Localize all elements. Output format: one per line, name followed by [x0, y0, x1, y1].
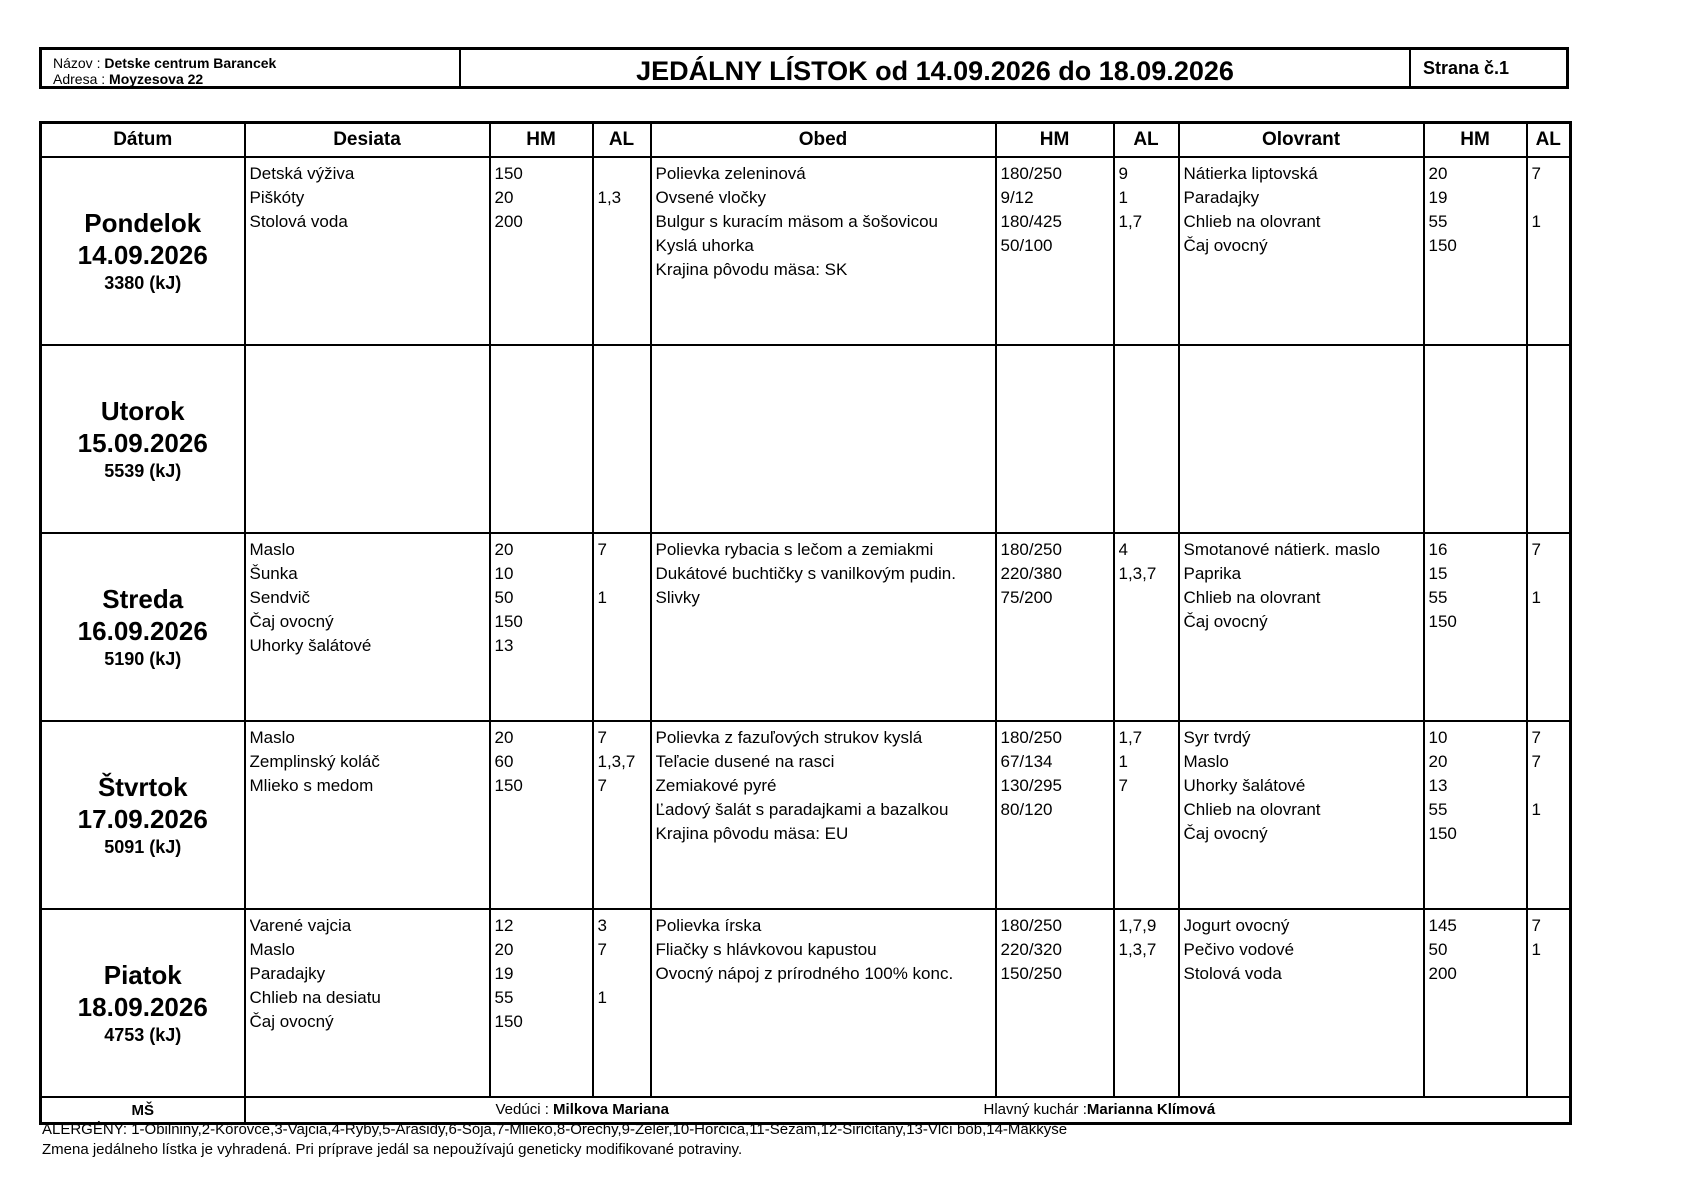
menu-item: Dukátové buchtičky s vanilkovým pudin. — [655, 564, 956, 583]
al-value: 7 — [1531, 728, 1541, 747]
hm-value: 150 — [1428, 824, 1457, 843]
hm-value: 16 — [1428, 540, 1448, 559]
obed-al — [1114, 345, 1179, 533]
al-value: 1 — [1531, 212, 1541, 231]
menu-item: Pečivo vodové — [1183, 940, 1295, 959]
menu-item: Maslo — [249, 540, 295, 559]
hm-value: 20 — [1428, 164, 1448, 183]
al-value — [598, 562, 650, 586]
day-cell — [41, 909, 245, 1097]
manager-label: Vedúci : — [495, 1101, 549, 1118]
hm-value: 80/120 — [1000, 800, 1053, 819]
al-value: 7 — [597, 776, 607, 795]
obed-hm — [996, 909, 1114, 1097]
obed-items — [651, 909, 996, 1097]
menu-item: Paradajky — [249, 964, 326, 983]
al-value — [1532, 562, 1570, 586]
facility-address-label: Adresa : — [53, 71, 106, 87]
hm-value: 20 — [494, 728, 514, 747]
olovrant-hm — [1424, 157, 1527, 345]
hm-value — [1001, 822, 1113, 846]
al-value — [598, 1010, 650, 1034]
olovrant-al — [1527, 909, 1571, 1097]
menu-item: Jogurt ovocný — [1183, 916, 1290, 935]
day-kj: 5190 (kJ) — [104, 649, 182, 669]
al-value — [1532, 822, 1570, 846]
menu-item: Maslo — [249, 728, 295, 747]
menu-item: Uhorky šalátové — [1183, 776, 1306, 795]
al-value: 7 — [1531, 752, 1541, 771]
day-row — [41, 909, 1571, 1097]
desiata-al — [593, 909, 651, 1097]
hm-value: 60 — [494, 752, 514, 771]
olovrant-al — [1527, 721, 1571, 909]
hm-value: 55 — [494, 988, 514, 1007]
hm-value: 50 — [1428, 940, 1448, 959]
day-name: Piatok — [103, 960, 182, 990]
hm-value: 15 — [1428, 564, 1448, 583]
obed-al — [1114, 909, 1179, 1097]
facility-address-row — [53, 71, 203, 87]
al-value: 1,7 — [1118, 212, 1143, 231]
col-header-desiata: Desiata — [245, 123, 490, 158]
al-value: 7 — [1531, 916, 1541, 935]
olovrant-al — [1527, 345, 1571, 533]
desiata-items — [245, 157, 490, 345]
obed-items — [651, 721, 996, 909]
al-value — [598, 162, 650, 186]
menu-item: Nátierka liptovská — [1183, 164, 1318, 183]
col-header-hm: HM — [490, 123, 593, 158]
desiata-al — [593, 721, 651, 909]
olovrant-items — [1179, 721, 1424, 909]
col-header-al: AL — [1527, 123, 1571, 158]
manager — [496, 1101, 669, 1118]
col-header-hm: HM — [1424, 123, 1527, 158]
hm-value: 150 — [1428, 612, 1457, 631]
manager-name: Milkova Mariana — [553, 1101, 669, 1118]
col-header-al: AL — [1114, 123, 1179, 158]
desiata-hm — [490, 721, 593, 909]
menu-item: Čaj ovocný — [1183, 824, 1268, 843]
al-value: 7 — [1531, 540, 1541, 559]
menu-table — [39, 121, 1572, 1125]
hm-value: 200 — [1428, 964, 1457, 983]
hm-value: 150 — [1428, 236, 1457, 255]
menu-item: Čaj ovocný — [1183, 236, 1268, 255]
menu-item: Uhorky šalátové — [249, 636, 372, 655]
olovrant-al — [1527, 157, 1571, 345]
hm-value: 150 — [494, 776, 523, 795]
al-value: 4 — [1118, 540, 1128, 559]
hm-value: 150 — [494, 164, 523, 183]
hm-value: 50 — [494, 588, 514, 607]
desiata-hm — [490, 909, 593, 1097]
hm-value: 20 — [494, 540, 514, 559]
al-value: 9 — [1118, 164, 1128, 183]
hm-value: 220/380 — [1000, 564, 1062, 583]
al-value: 1 — [1118, 752, 1128, 771]
al-value: 1,3,7 — [1118, 940, 1157, 959]
al-value: 1,3,7 — [1118, 564, 1157, 583]
hm-value: 200 — [494, 212, 523, 231]
col-header-al: AL — [593, 123, 651, 158]
day-cell — [41, 345, 245, 533]
menu-item: Stolová voda — [1183, 964, 1282, 983]
al-value: 1,3 — [597, 188, 622, 207]
menu-item: Kyslá uhorka — [655, 236, 754, 255]
day-kj: 3380 (kJ) — [104, 273, 182, 293]
menu-item: Fliačky s hlávkovou kapustou — [655, 940, 877, 959]
olovrant-items — [1179, 345, 1424, 533]
olovrant-hm — [1424, 533, 1527, 721]
hm-value: 75/200 — [1000, 588, 1053, 607]
hm-value: 55 — [1428, 800, 1448, 819]
al-value — [598, 634, 650, 658]
menu-header-row — [41, 123, 1571, 158]
hm-value: 19 — [494, 964, 514, 983]
day-name: Utorok — [100, 396, 185, 426]
notes — [42, 1120, 1067, 1160]
al-value — [1532, 774, 1570, 798]
al-value — [1532, 610, 1570, 634]
hm-value: 180/250 — [1000, 540, 1062, 559]
hm-value: 180/425 — [1000, 212, 1062, 231]
day-name: Pondelok — [84, 208, 202, 238]
hm-value: 180/250 — [1000, 728, 1062, 747]
obed-al — [1114, 157, 1179, 345]
al-value: 7 — [597, 940, 607, 959]
hm-value: 180/250 — [1000, 916, 1062, 935]
menu-item: Polievka z fazuľových strukov kyslá — [655, 728, 923, 747]
menu-item: Detská výživa — [249, 164, 355, 183]
al-value: 1 — [597, 988, 607, 1007]
menu-item: Chlieb na olovrant — [1183, 588, 1321, 607]
day-date: 15.09.2026 — [77, 428, 208, 458]
menu-item: Chlieb na desiatu — [249, 988, 381, 1007]
facility-name: Detske centrum Barancek — [104, 55, 277, 71]
al-value: 1,7,9 — [1118, 916, 1157, 935]
al-value — [1119, 258, 1178, 282]
menu-item: Čaj ovocný — [249, 1012, 334, 1031]
facility-info — [42, 50, 461, 86]
olovrant-items — [1179, 533, 1424, 721]
olovrant-items — [1179, 909, 1424, 1097]
hm-value: 150 — [494, 1012, 523, 1031]
menu-item: Teľacie dusené na rasci — [655, 752, 835, 771]
desiata-items — [245, 533, 490, 721]
hm-value: 20 — [494, 940, 514, 959]
desiata-al — [593, 533, 651, 721]
menu-item: Polievka rybacia s lečom a zemiakmi — [655, 540, 934, 559]
menu-item: Maslo — [1183, 752, 1229, 771]
col-header-olovrant: Olovrant — [1179, 123, 1424, 158]
day-name: Streda — [102, 584, 184, 614]
desiata-items — [245, 345, 490, 533]
day-kj: 5539 (kJ) — [104, 461, 182, 481]
hm-value: 19 — [1428, 188, 1448, 207]
hm-value: 20 — [1428, 752, 1448, 771]
al-value: 1 — [1531, 588, 1541, 607]
hm-value: 150/250 — [1000, 964, 1062, 983]
al-value: 1 — [1118, 188, 1128, 207]
page-number: Strana č.1 — [1423, 58, 1510, 78]
menu-item: Maslo — [249, 940, 295, 959]
obed-hm — [996, 721, 1114, 909]
day-kj: 5091 (kJ) — [104, 837, 182, 857]
al-value — [598, 610, 650, 634]
al-value: 7 — [597, 728, 607, 747]
al-value — [598, 962, 650, 986]
allergen-legend: ALERGÉNY: 1-Obilniny,2-Kôrovce,3-Vajcia,4-Ryby,5-Arašidy,6-Sója,7-Mlieko,8-Orechy,9-Zelér,10-Horčica,11-Sézam,12-Siričitany,13-Vlčí bôb,14-Mäkkýše — [42, 1121, 1068, 1138]
olovrant-al — [1527, 533, 1571, 721]
menu-item: Ľadový šalát s paradajkami a bazalkou — [655, 800, 949, 819]
obed-al — [1114, 721, 1179, 909]
al-value — [1532, 186, 1570, 210]
menu-item: Krajina pôvodu mäsa: SK — [655, 260, 848, 279]
hm-value: 220/320 — [1000, 940, 1062, 959]
al-value: 1,7 — [1118, 728, 1143, 747]
obed-al — [1114, 533, 1179, 721]
desiata-hm — [490, 345, 593, 533]
desiata-al — [593, 345, 651, 533]
day-date: 16.09.2026 — [77, 616, 208, 646]
menu-item: Šunka — [249, 564, 298, 583]
desiata-items — [245, 909, 490, 1097]
hm-value: 12 — [494, 916, 514, 935]
hm-value: 55 — [1428, 212, 1448, 231]
al-value: 1 — [597, 588, 607, 607]
menu-item: Chlieb na olovrant — [1183, 800, 1321, 819]
al-value: 7 — [1118, 776, 1128, 795]
menu-item: Piškóty — [249, 188, 305, 207]
desiata-items — [245, 721, 490, 909]
disclaimer: Zmena jedálneho lístka je vyhradená. Pri príprave jedál sa nepoužívajú geneticky modifikované potraviny. — [42, 1141, 743, 1158]
facility-name-row — [53, 55, 276, 71]
menu-item: Čaj ovocný — [249, 612, 334, 631]
al-value — [1119, 822, 1178, 846]
menu-item: Ovsené vločky — [655, 188, 767, 207]
menu-item: Polievka zeleninová — [655, 164, 806, 183]
day-row — [41, 345, 1571, 533]
al-value: 3 — [597, 916, 607, 935]
facility-name-label: Názov : — [53, 55, 101, 71]
menu-item: Stolová voda — [249, 212, 348, 231]
al-value — [1119, 234, 1178, 258]
olovrant-hm — [1424, 721, 1527, 909]
head-cook — [984, 1101, 1216, 1118]
col-header-date: Dátum — [41, 123, 245, 158]
al-value: 7 — [597, 540, 607, 559]
hm-value: 67/134 — [1000, 752, 1053, 771]
menu-item: Smotanové nátierk. maslo — [1183, 540, 1381, 559]
document-title: JEDÁLNY LÍSTOK od 14.09.2026 do 18.09.2026 — [461, 50, 1411, 86]
olovrant-hm — [1424, 909, 1527, 1097]
day-row — [41, 533, 1571, 721]
al-value — [1119, 586, 1178, 610]
col-header-obed: Obed — [651, 123, 996, 158]
menu-item: Syr tvrdý — [1183, 728, 1251, 747]
day-cell — [41, 721, 245, 909]
menu-item: Chlieb na olovrant — [1183, 212, 1321, 231]
menu-item: Slivky — [655, 588, 700, 607]
desiata-hm — [490, 157, 593, 345]
day-cell — [41, 157, 245, 345]
hm-value: 13 — [494, 636, 514, 655]
obed-items — [651, 345, 996, 533]
olovrant-items — [1179, 157, 1424, 345]
menu-item: Krajina pôvodu mäsa: EU — [655, 824, 849, 843]
hm-value: 9/12 — [1000, 188, 1034, 207]
day-cell — [41, 533, 245, 721]
al-value — [598, 210, 650, 234]
menu-item: Varené vajcia — [249, 916, 352, 935]
day-date: 14.09.2026 — [77, 240, 208, 270]
day-kj: 4753 (kJ) — [104, 1025, 182, 1045]
menu-item: Zemiakové pyré — [655, 776, 777, 795]
day-date: 18.09.2026 — [77, 992, 208, 1022]
hm-value: 13 — [1428, 776, 1448, 795]
hm-value: 10 — [494, 564, 514, 583]
menu-item: Paprika — [1183, 564, 1242, 583]
hm-value — [1001, 258, 1113, 282]
hm-value: 20 — [494, 188, 514, 207]
al-value: 7 — [1531, 164, 1541, 183]
al-value: 1,3,7 — [597, 752, 636, 771]
al-value — [1532, 234, 1570, 258]
facility-address: Moyzesova 22 — [109, 71, 204, 87]
menu-item: Mlieko s medom — [249, 776, 374, 795]
desiata-hm — [490, 533, 593, 721]
document-header — [39, 47, 1569, 89]
al-value: 1 — [1531, 800, 1541, 819]
col-header-hm: HM — [996, 123, 1114, 158]
menu-item: Paradajky — [1183, 188, 1260, 207]
head-cook-name: Marianna Klímová — [1086, 1101, 1216, 1118]
day-row — [41, 157, 1571, 345]
ms-mark: MŠ — [41, 1097, 245, 1124]
hm-value: 130/295 — [1000, 776, 1062, 795]
day-name: Štvrtok — [97, 772, 188, 802]
menu-item: Zemplinský koláč — [249, 752, 380, 771]
hm-value: 50/100 — [1000, 236, 1053, 255]
desiata-al — [593, 157, 651, 345]
hm-value: 55 — [1428, 588, 1448, 607]
al-value — [1119, 798, 1178, 822]
al-value: 1 — [1531, 940, 1541, 959]
obed-hm — [996, 533, 1114, 721]
menu-item: Sendvič — [249, 588, 310, 607]
olovrant-hm — [1424, 345, 1527, 533]
day-row — [41, 721, 1571, 909]
hm-value: 180/250 — [1000, 164, 1062, 183]
obed-items — [651, 533, 996, 721]
menu-item: Polievka írska — [655, 916, 762, 935]
obed-items — [651, 157, 996, 345]
day-date: 17.09.2026 — [77, 804, 208, 834]
al-value — [1119, 962, 1178, 986]
menu-item: Čaj ovocný — [1183, 612, 1268, 631]
obed-hm — [996, 345, 1114, 533]
head-cook-label: Hlavný kuchár : — [983, 1101, 1087, 1118]
obed-hm — [996, 157, 1114, 345]
al-value — [1532, 962, 1570, 986]
menu-item: Ovocný nápoj z prírodného 100% konc. — [655, 964, 954, 983]
hm-value: 150 — [494, 612, 523, 631]
menu-item: Bulgur s kuracím mäsom a šošovicou — [655, 212, 938, 231]
hm-value: 10 — [1428, 728, 1448, 747]
hm-value: 145 — [1428, 916, 1457, 935]
